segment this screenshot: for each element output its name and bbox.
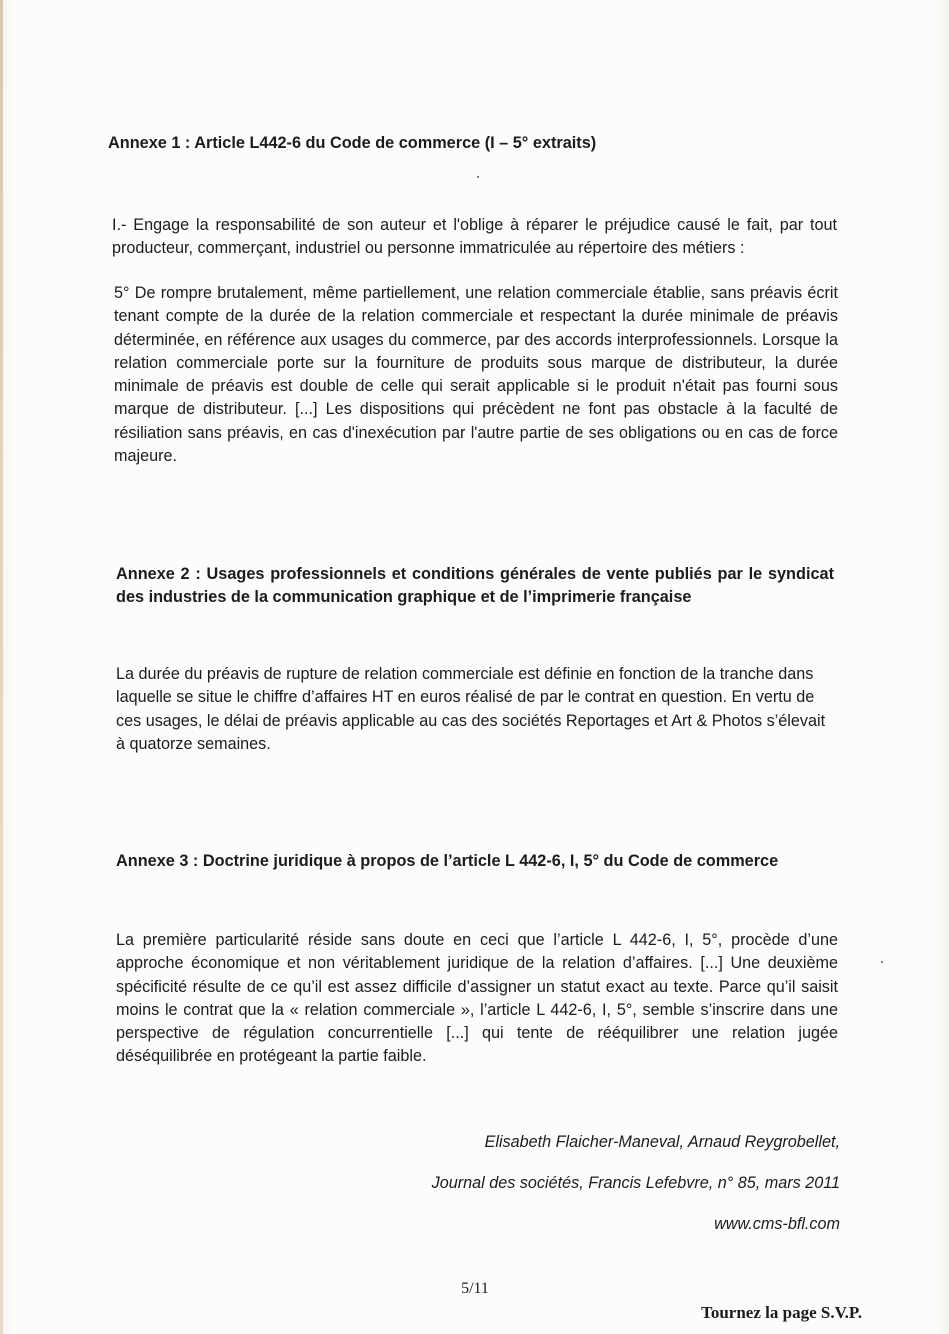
citation-source: Journal des sociétés, Francis Lefebvre, n° 85, mars 2011: [431, 1174, 840, 1192]
annexe1-paragraph-text: 5° De rompre brutalement, même partiellement, une relation commerciale établie, sans préavis écrit tenant compte de la durée de la relation commerciale et respectant la durée minimale de préavis déterminée, en référence aux usages du commerce, par des accords interprofessionnels. Lorsque la relation commerciale porte sur la fourniture de produits sous marque de distributeur, la durée minimale de préavis est double de celle qui serait applicable si le produit n'était pas fourni sous marque de distributeur. [...] Les dispositions qui précèdent ne font pas obstacle à la faculté de résiliation sans préavis, en cas d'inexécution par l'autre partie de ses obligations ou en cas de force majeure.: [114, 284, 838, 466]
annexe1-intro: [112, 214, 837, 261]
citation-authors: Elisabeth Flaicher-Maneval, Arnaud Reygrobellet,: [484, 1133, 840, 1151]
page-number: 5/11: [461, 1280, 489, 1297]
citation-website: www.cms-bfl.com: [714, 1215, 840, 1233]
annexe2-heading-text: Annexe 2 : Usages professionnels et conditions générales de vente publiés par le syndicat des industries de la communication graphique et de l’imprimerie française: [116, 565, 834, 606]
annexe2-paragraph-text: La durée du préavis de rupture de relation commerciale est définie en fonction de la tranche dans laquelle se situe le chiffre d’affaires HT en euros réalisé de par le contrat en question. En vertu de ces usages, le délai de préavis applicable au cas des sociétés Reportages et Art & Photos s’élevait à quatorze semaines.: [116, 665, 826, 753]
annexe3-paragraph: [116, 929, 838, 1069]
annexe1-heading: Annexe 1 : Article L442-6 du Code de commerce (I – 5° extraits): [108, 134, 597, 152]
annexe1-paragraph: [114, 282, 838, 468]
annexe1-intro-text: I.- Engage la responsabilité de son auteur et l'oblige à réparer le préjudice causé le fait, par tout producteur, commerçant, industriel ou personne immatriculée au répertoire des métiers :: [112, 216, 837, 258]
annexe2-heading: [116, 563, 834, 608]
speck: [477, 176, 479, 178]
turn-page-note: Tournez la page S.V.P.: [701, 1303, 862, 1322]
annexe2-paragraph: [116, 663, 838, 756]
page-edge: [0, 0, 3, 1334]
annexe3-paragraph-text: La première particularité réside sans doute en ceci que l’article L 442-6, I, 5°, procède d’une approche économique et non véritablement juridique de la relation d’affaires. [...] Une deuxième spécificité résulte de ce qu’il est assez difficile d’assigner un statut exact au texte. Parce qu’il saisit moins le contrat que la « relation commerciale », l’article L 442-6, I, 5°, semble s’inscrire dans une perspective de régulation concurrentielle [...] qui tente de rééquilibrer une relation jugée déséquilibrée en protégeant la partie faible.: [116, 931, 838, 1066]
annexe3-heading: Annexe 3 : Doctrine juridique à propos de l’article L 442-6, I, 5° du Code de commerce: [116, 852, 779, 870]
speck: [881, 961, 883, 963]
